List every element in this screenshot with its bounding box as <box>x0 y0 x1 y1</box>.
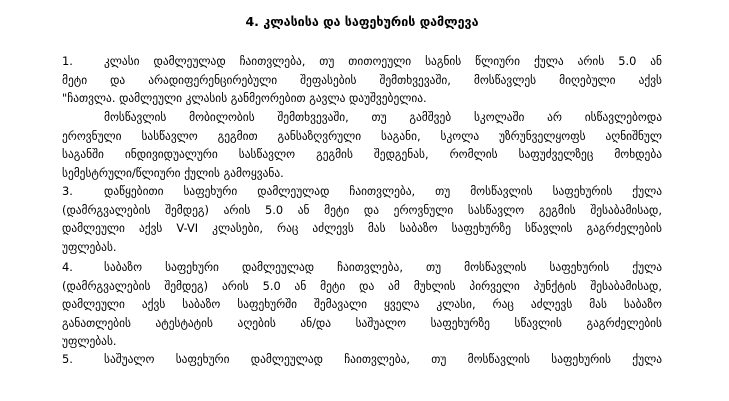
item-number: 1. <box>62 54 73 68</box>
item-line <box>62 350 662 369</box>
item-text: მოსწავლის მობილობის შემთხვევაში, თუ გამშვებ სკოლაში არ ისწავლებოდა <box>104 110 662 124</box>
item-text: საშუალო საფეხური დამლეულად ჩაითვლება, თუ მოსწავლის საფეხურის ქულა <box>104 352 662 366</box>
item-number: 4. <box>62 260 73 274</box>
item-text: დაწყებითი საფეხური დამლეულად ჩაითვლება, თუ მოსწავლის საფეხურის ქულა <box>104 184 662 198</box>
item-line <box>62 108 662 127</box>
item-text: კლასი დამლეულად ჩაითვლება, თუ თითოეული საგნის წლიური ქულა არის 5.0 ან <box>104 54 662 68</box>
item-line: უფლებას. <box>62 334 117 349</box>
item-line: უფლებას. <box>62 239 117 254</box>
list-item-3 <box>62 182 662 256</box>
item-line: სემესტრული/წლიური ქულის გამოყვანა. <box>62 165 284 180</box>
item-line: (დამრგვალების შემდეგ) არის 5.0 ან მეტი და ამ მუხლის პირველი პუნქტის შესაბამისად, <box>62 278 662 293</box>
list-item-5 <box>62 350 662 369</box>
item-line: დამლეული აქვს საბაზო საფეხურში შემავალი ყველა კლასი, რაც აძლევს მას საბაზო <box>62 297 662 312</box>
item-line: ეროვნული სასწავლო გეგმით განსაზღვრული საგანი, სკოლა უზრუნველყოფს აღნიშნულ <box>62 128 662 143</box>
list-item-2 <box>62 108 662 182</box>
item-number: 5. <box>62 352 73 366</box>
item-line: (დამრგვალების შემდეგ) არის 5.0 ან მეტი და ეროვნული სასწავლო გეგმის შესაბამისად, <box>62 202 662 217</box>
item-line <box>62 182 662 201</box>
item-number: 3. <box>62 184 73 198</box>
list-item-4 <box>62 258 662 351</box>
item-line: "ჩათვლა. დამლეული კლასის განმეორებით გავლა დაუშვებელია. <box>62 91 427 106</box>
item-line: განათლების ატესტატის აღების ან/და საშუალო საფეხურზე სწავლის გაგრძელების <box>62 315 662 330</box>
item-line: მეტი და არადიფერენცირებული შეფასების შემთხვევაში, მოსწავლეს მიღებული აქვს <box>62 72 662 87</box>
item-line: დამლეული აქვს V-VI კლასები, რაც აძლევს მას საბაზო საფეხურზე სწავლის გაგრძელების <box>62 221 662 236</box>
item-line <box>62 52 662 71</box>
item-line <box>62 258 662 277</box>
item-line: საგანში ინდივიდუალური სასწავლო გეგმის შედგენას, რომლის საფუძველზეც მოხდება <box>62 147 662 162</box>
item-text: საბაზო საფეხური დამლეულად ჩაითვლება, თუ მოსწავლის საფეხურის ქულა <box>104 260 662 274</box>
section-title: 4. კლასისა და საფეხურის დამლევა <box>245 14 479 29</box>
list-item-1 <box>62 52 662 108</box>
